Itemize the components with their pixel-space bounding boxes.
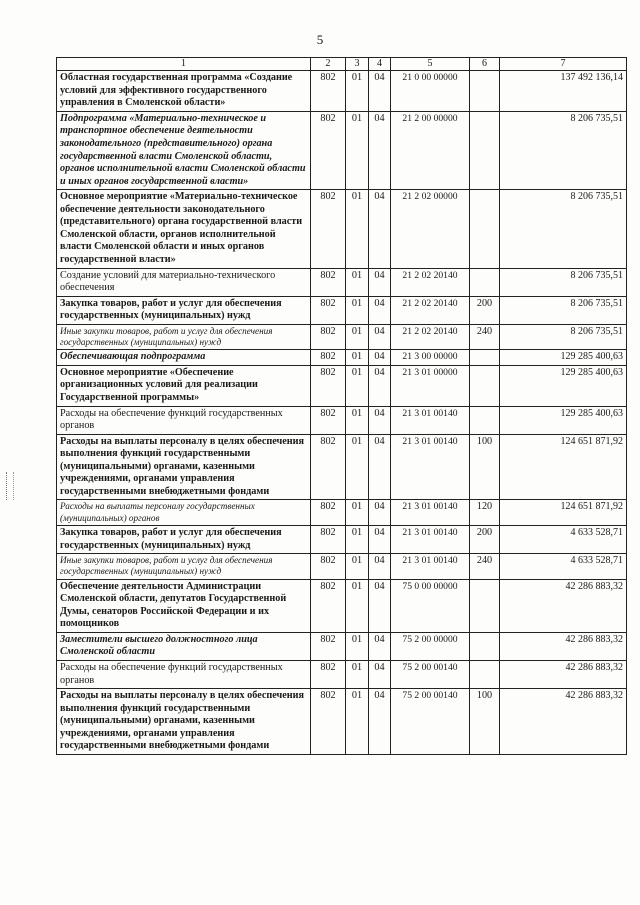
expense-type-code: 100 — [470, 434, 500, 500]
section-code: 01 — [346, 296, 369, 324]
subsection-code: 04 — [369, 500, 391, 526]
table-body — [57, 71, 627, 754]
section-code: 01 — [346, 324, 369, 350]
row-name: Иные закупки товаров, работ и услуг для обеспечения государственных (муниципальных) нужд — [57, 324, 311, 350]
subsection-code: 04 — [369, 268, 391, 296]
column-header-expense-type: 6 — [470, 58, 500, 71]
table-row — [57, 689, 627, 755]
target-article-code: 21 3 00 00000 — [391, 350, 470, 366]
table-row — [57, 554, 627, 580]
target-article-code: 21 3 01 00140 — [391, 406, 470, 434]
target-article-code: 21 2 02 00000 — [391, 190, 470, 268]
amount: 129 285 400,63 — [500, 350, 627, 366]
subsection-code: 04 — [369, 365, 391, 406]
expense-type-code — [470, 71, 500, 112]
row-name: Областная государственная программа «Создание условий для эффективного государственного управления в Смоленской области» — [57, 71, 311, 112]
department-code: 802 — [311, 190, 346, 268]
department-code: 802 — [311, 500, 346, 526]
subsection-code: 04 — [369, 525, 391, 553]
section-code: 01 — [346, 365, 369, 406]
amount: 4 633 528,71 — [500, 525, 627, 553]
row-name: Заместители высшего должностного лица Смоленской области — [57, 632, 311, 660]
table-row — [57, 365, 627, 406]
subsection-code: 04 — [369, 554, 391, 580]
amount: 124 651 871,92 — [500, 434, 627, 500]
table-row — [57, 579, 627, 632]
table-row — [57, 406, 627, 434]
expense-type-code — [470, 365, 500, 406]
amount: 129 285 400,63 — [500, 406, 627, 434]
table-row — [57, 500, 627, 526]
column-number-row — [57, 58, 627, 71]
section-code: 01 — [346, 660, 369, 688]
department-code: 802 — [311, 525, 346, 553]
target-article-code: 21 3 01 00140 — [391, 500, 470, 526]
row-name: Подпрограмма «Материально-техническое и транспортное обеспечение деятельности законодательного (представительного) органа государственной власти Смоленской области, органов исполнительной власти Смоленской области и иных органов государственной власти» — [57, 111, 311, 189]
amount: 8 206 735,51 — [500, 324, 627, 350]
expense-type-code: 200 — [470, 525, 500, 553]
department-code: 802 — [311, 296, 346, 324]
department-code: 802 — [311, 268, 346, 296]
row-name: Расходы на выплаты персоналу государственных (муниципальных) органов — [57, 500, 311, 526]
column-header-section: 3 — [346, 58, 369, 71]
page-number: 5 — [316, 32, 324, 47]
row-name: Обеспечивающая подпрограмма — [57, 350, 311, 366]
table-row — [57, 71, 627, 112]
amount: 42 286 883,32 — [500, 689, 627, 755]
expense-type-code — [470, 579, 500, 632]
target-article-code: 75 2 00 00000 — [391, 632, 470, 660]
target-article-code: 21 3 01 00140 — [391, 525, 470, 553]
row-name: Основное мероприятие «Обеспечение организационных условий для реализации Государственной программы» — [57, 365, 311, 406]
section-code: 01 — [346, 689, 369, 755]
table-row — [57, 296, 627, 324]
subsection-code: 04 — [369, 296, 391, 324]
amount: 8 206 735,51 — [500, 190, 627, 268]
subsection-code: 04 — [369, 434, 391, 500]
budget-table — [56, 57, 627, 755]
target-article-code: 21 3 01 00140 — [391, 434, 470, 500]
department-code: 802 — [311, 350, 346, 366]
table-row — [57, 190, 627, 268]
subsection-code: 04 — [369, 689, 391, 755]
table-row — [57, 350, 627, 366]
expense-type-code — [470, 111, 500, 189]
target-article-code: 21 2 02 20140 — [391, 296, 470, 324]
row-name: Иные закупки товаров, работ и услуг для обеспечения государственных (муниципальных) нужд — [57, 554, 311, 580]
section-code: 01 — [346, 579, 369, 632]
row-name: Закупка товаров, работ и услуг для обеспечения государственных (муниципальных) нужд — [57, 525, 311, 553]
subsection-code: 04 — [369, 350, 391, 366]
target-article-code: 21 2 00 00000 — [391, 111, 470, 189]
row-name: Расходы на выплаты персоналу в целях обеспечения выполнения функций государственными (муниципальными) органами, казенными учреждениями, органами управления государственными внебюджетными фондами — [57, 434, 311, 500]
department-code: 802 — [311, 554, 346, 580]
department-code: 802 — [311, 689, 346, 755]
section-code: 01 — [346, 434, 369, 500]
department-code: 802 — [311, 324, 346, 350]
amount: 42 286 883,32 — [500, 579, 627, 632]
row-name: Создание условий для материально-технического обеспечения — [57, 268, 311, 296]
target-article-code: 75 0 00 00000 — [391, 579, 470, 632]
subsection-code: 04 — [369, 71, 391, 112]
table-row — [57, 324, 627, 350]
subsection-code: 04 — [369, 406, 391, 434]
target-article-code: 21 2 02 20140 — [391, 268, 470, 296]
amount: 8 206 735,51 — [500, 111, 627, 189]
expense-type-code: 200 — [470, 296, 500, 324]
department-code: 802 — [311, 111, 346, 189]
section-code: 01 — [346, 71, 369, 112]
section-code: 01 — [346, 111, 369, 189]
column-header-department: 2 — [311, 58, 346, 71]
column-header-name: 1 — [57, 58, 311, 71]
amount: 8 206 735,51 — [500, 296, 627, 324]
column-header-amount: 7 — [500, 58, 627, 71]
amount: 124 651 871,92 — [500, 500, 627, 526]
section-code: 01 — [346, 406, 369, 434]
expense-type-code: 120 — [470, 500, 500, 526]
row-name: Расходы на обеспечение функций государственных органов — [57, 660, 311, 688]
section-code: 01 — [346, 500, 369, 526]
department-code: 802 — [311, 365, 346, 406]
scan-margin-mark — [6, 472, 14, 500]
table-row — [57, 632, 627, 660]
expense-type-code — [470, 268, 500, 296]
target-article-code: 21 0 00 00000 — [391, 71, 470, 112]
section-code: 01 — [346, 350, 369, 366]
section-code: 01 — [346, 632, 369, 660]
amount: 129 285 400,63 — [500, 365, 627, 406]
column-header-target-article: 5 — [391, 58, 470, 71]
expense-type-code: 100 — [470, 689, 500, 755]
column-header-subsection: 4 — [369, 58, 391, 71]
subsection-code: 04 — [369, 579, 391, 632]
subsection-code: 04 — [369, 111, 391, 189]
expense-type-code — [470, 190, 500, 268]
expense-type-code — [470, 632, 500, 660]
expense-type-code: 240 — [470, 554, 500, 580]
expense-type-code — [470, 660, 500, 688]
row-name: Закупка товаров, работ и услуг для обеспечения государственных (муниципальных) нужд — [57, 296, 311, 324]
department-code: 802 — [311, 434, 346, 500]
row-name: Основное мероприятие «Материально-техническое обеспечение деятельности законодательного (представительного) органа государственной власти Смоленской области, органов исполнительной власти Смоленской области и иных органов государственной власти» — [57, 190, 311, 268]
subsection-code: 04 — [369, 660, 391, 688]
amount: 42 286 883,32 — [500, 632, 627, 660]
target-article-code: 21 3 01 00140 — [391, 554, 470, 580]
section-code: 01 — [346, 190, 369, 268]
section-code: 01 — [346, 525, 369, 553]
section-code: 01 — [346, 554, 369, 580]
table-row — [57, 434, 627, 500]
target-article-code: 75 2 00 00140 — [391, 660, 470, 688]
subsection-code: 04 — [369, 324, 391, 350]
table-row — [57, 525, 627, 553]
amount: 8 206 735,51 — [500, 268, 627, 296]
subsection-code: 04 — [369, 632, 391, 660]
row-name: Обеспечение деятельности Администрации Смоленской области, депутатов Государственной Думы, сенаторов Российской Федерации и их помощников — [57, 579, 311, 632]
amount: 137 492 136,14 — [500, 71, 627, 112]
expense-type-code — [470, 350, 500, 366]
subsection-code: 04 — [369, 190, 391, 268]
department-code: 802 — [311, 632, 346, 660]
department-code: 802 — [311, 660, 346, 688]
department-code: 802 — [311, 406, 346, 434]
target-article-code: 21 3 01 00000 — [391, 365, 470, 406]
row-name: Расходы на выплаты персоналу в целях обеспечения выполнения функций государственными (муниципальными) органами, казенными учреждениями, органами управления государственными внебюджетными фондами — [57, 689, 311, 755]
target-article-code: 75 2 00 00140 — [391, 689, 470, 755]
department-code: 802 — [311, 71, 346, 112]
target-article-code: 21 2 02 20140 — [391, 324, 470, 350]
expense-type-code — [470, 406, 500, 434]
department-code: 802 — [311, 579, 346, 632]
table-row — [57, 268, 627, 296]
row-name: Расходы на обеспечение функций государственных органов — [57, 406, 311, 434]
amount: 42 286 883,32 — [500, 660, 627, 688]
expense-type-code: 240 — [470, 324, 500, 350]
section-code: 01 — [346, 268, 369, 296]
amount: 4 633 528,71 — [500, 554, 627, 580]
table-row — [57, 111, 627, 189]
table-row — [57, 660, 627, 688]
